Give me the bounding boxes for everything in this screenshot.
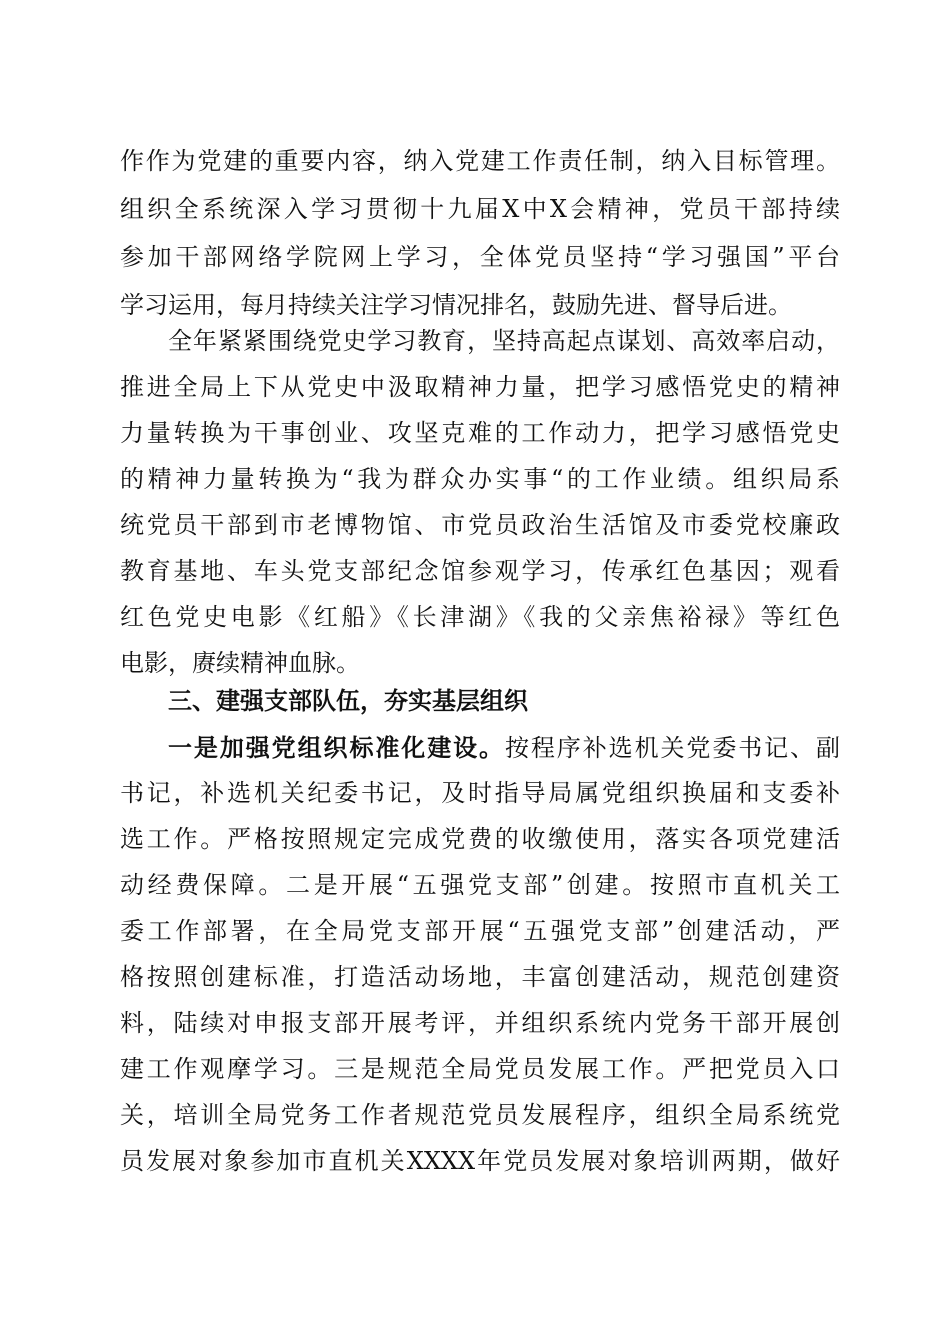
paragraph-1-line-2: 组织全系统深入学习贯彻十九届X中X会精神，党员干部持续 — [120, 195, 840, 223]
paragraph-2-line-4: 的精神力量转换为“我为群众办实事“的工作业绩。组织局系 — [120, 465, 840, 493]
paragraph-3-line-8: 建工作观摩学习。三是规范全局党员发展工作。严把党员入口 — [120, 1055, 840, 1083]
paragraph-2-line-6: 教育基地、车头党支部纪念馆参观学习，传承红色基因；观看 — [120, 557, 840, 585]
paragraph-3-line-3: 选工作。严格按照规定完成党费的收缴使用，落实各项党建活 — [120, 825, 840, 853]
paragraph-3-line-10: 员发展对象参加市直机关XXXX年党员发展对象培训两期，做好 — [120, 1147, 840, 1175]
paragraph-3-line-7: 料，陆续对申报支部开展考评，并组织系统内党务干部开展创 — [120, 1009, 840, 1037]
paragraph-3-lead: 一是加强党组织标准化建设。 — [168, 733, 505, 762]
paragraph-2-line-8: 电影，赓续精神血脉。 — [120, 649, 360, 677]
paragraph-3-line-1-text: 按程序补选机关党委书记、副 — [504, 734, 841, 762]
paragraph-2-line-1: 全年紧紧围绕党史学习教育，坚持高起点谋划、高效率启动， — [168, 327, 840, 355]
paragraph-3-line-4: 动经费保障。二是开展“五强党支部”创建。按照市直机关工 — [120, 871, 840, 899]
paragraph-1-line-4: 学习运用，每月持续关注学习情况排名，鼓励先进、督导后进。 — [120, 291, 792, 319]
paragraph-2-line-5: 统党员干部到市老博物馆、市党员政治生活馆及市委党校廉政 — [120, 511, 840, 539]
paragraph-2-line-3: 力量转换为干事创业、攻坚克难的工作动力，把学习感悟党史 — [120, 419, 840, 447]
paragraph-2-line-7: 红色党史电影《红船》《长津湖》《我的父亲焦裕禄》等红色 — [120, 603, 840, 631]
paragraph-1-line-1: 作作为党建的重要内容，纳入党建工作责任制，纳入目标管理。 — [120, 147, 840, 175]
paragraph-3-line-1 — [168, 726, 840, 769]
paragraph-3-line-5: 委工作部署，在全局党支部开展“五强党支部”创建活动，严 — [120, 917, 840, 945]
paragraph-3-line-9: 关，培训全局党务工作者规范党员发展程序，组织全局系统党 — [120, 1101, 840, 1129]
paragraph-2-line-2: 推进全局上下从党史中汲取精神力量，把学习感悟党史的精神 — [120, 373, 840, 401]
paragraph-3-line-2: 书记，补选机关纪委书记，及时指导局属党组织换届和支委补 — [120, 779, 840, 807]
paragraph-3-line-6: 格按照创建标准，打造活动场地，丰富创建活动，规范创建资 — [120, 963, 840, 991]
paragraph-1-line-3: 参加干部网络学院网上学习，全体党员坚持“学习强国”平台 — [120, 243, 840, 271]
section-3-heading: 三、建强支部队伍，夯实基层组织 — [168, 687, 528, 715]
